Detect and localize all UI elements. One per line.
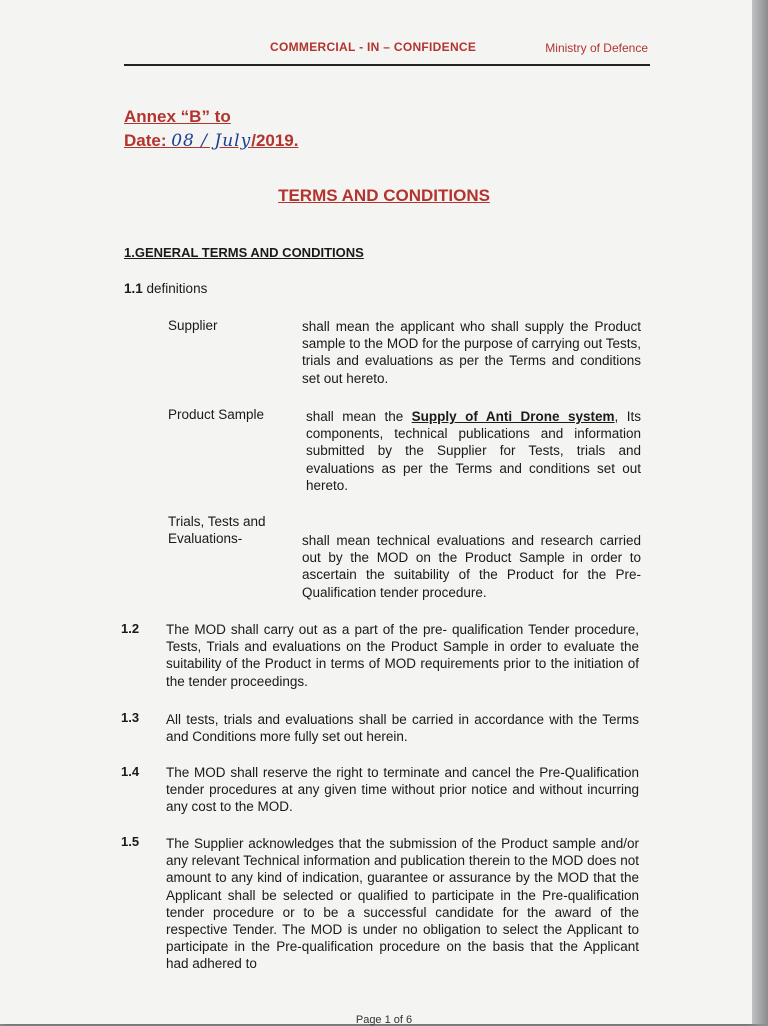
definition-term: Product Sample [168, 407, 265, 422]
subsection-number: 1.1 [124, 281, 143, 296]
page-number: Page 1 of 6 [355, 1014, 413, 1026]
definition-term-line: Evaluations- [168, 531, 243, 546]
paragraph-text: All tests, trials and evaluations shall be carried in accordance with the Terms and Conditions more fully set out herein. [166, 712, 639, 745]
page-edge-shadow [752, 0, 768, 1024]
definition-text: shall mean technical evaluations and research carried out by the MOD on the Product Sample in order to ascertain the suitability of the Product for the Pre-Qualification tender procedure. [302, 533, 641, 600]
subsection-label: definitions [142, 281, 208, 296]
subsection-heading [124, 281, 207, 296]
paragraph-text: The MOD shall reserve the right to terminate and cancel the Pre-Qualification tender procedures at any given time without prior notice and without incurring any cost to the MOD. [166, 765, 639, 815]
annex-date [124, 131, 298, 151]
definition-text [306, 408, 641, 494]
handwritten-date: 08 / July [171, 131, 252, 151]
organisation-name: Ministry of Defence [545, 41, 648, 55]
page-header [124, 40, 650, 66]
product-emphasis: Supply of Anti Drone system [411, 409, 615, 424]
section-heading: 1.GENERAL TERMS AND CONDITIONS [124, 245, 364, 260]
paragraph-number: 1.5 [121, 834, 140, 849]
definition-text-part: shall mean the [306, 409, 412, 424]
definition-term: Supplier [168, 318, 218, 333]
date-year: /2019. [251, 131, 299, 150]
paragraph-text: The MOD shall carry out as a part of the pre- qualification Tender procedure, Tests, Trials and evaluations on the Product Sample in order to evaluate the suitability of the Product in terms of MOD requirements prior to the initiation of the tender proceedings. [166, 622, 639, 689]
definition-text: shall mean the applicant who shall supply the Product sample to the MOD for the purpose of carrying out Tests, trials and evaluations as per the Terms and conditions set out hereto. [302, 319, 641, 386]
annex-label: Annex “B” to [124, 107, 231, 126]
document-title: TERMS AND CONDITIONS [278, 186, 490, 205]
paragraph-text: The Supplier acknowledges that the submission of the Product sample and/or any relevant Technical information and publication therein to the MOD does not amount to any kind of indication, guarantee or assurance by the MOD that the Applicant shall be selected or qualified to participate in the Pre-qualification tender procedure or to be a successful candidate for the award of the respective Tender. The MOD is under no obligation to select the Applicant to participate in the Pre-qualification procedure on the basis that the Applicant had adhered to [166, 836, 639, 972]
paragraph-number: 1.3 [121, 710, 140, 725]
definition-text-part: , Its components, technical publications and information submitted by the Supplier for Tests, trials and evaluations as per the Terms and conditions set out hereto. [306, 409, 641, 493]
confidentiality-marking: COMMERCIAL - IN – CONFIDENCE [270, 40, 477, 54]
definition-term [168, 513, 266, 547]
paragraph-number: 1.4 [121, 764, 140, 779]
definition-term-line: Trials, Tests and [168, 514, 266, 529]
date-label: Date: [124, 131, 172, 150]
paragraph-number: 1.2 [121, 621, 140, 636]
